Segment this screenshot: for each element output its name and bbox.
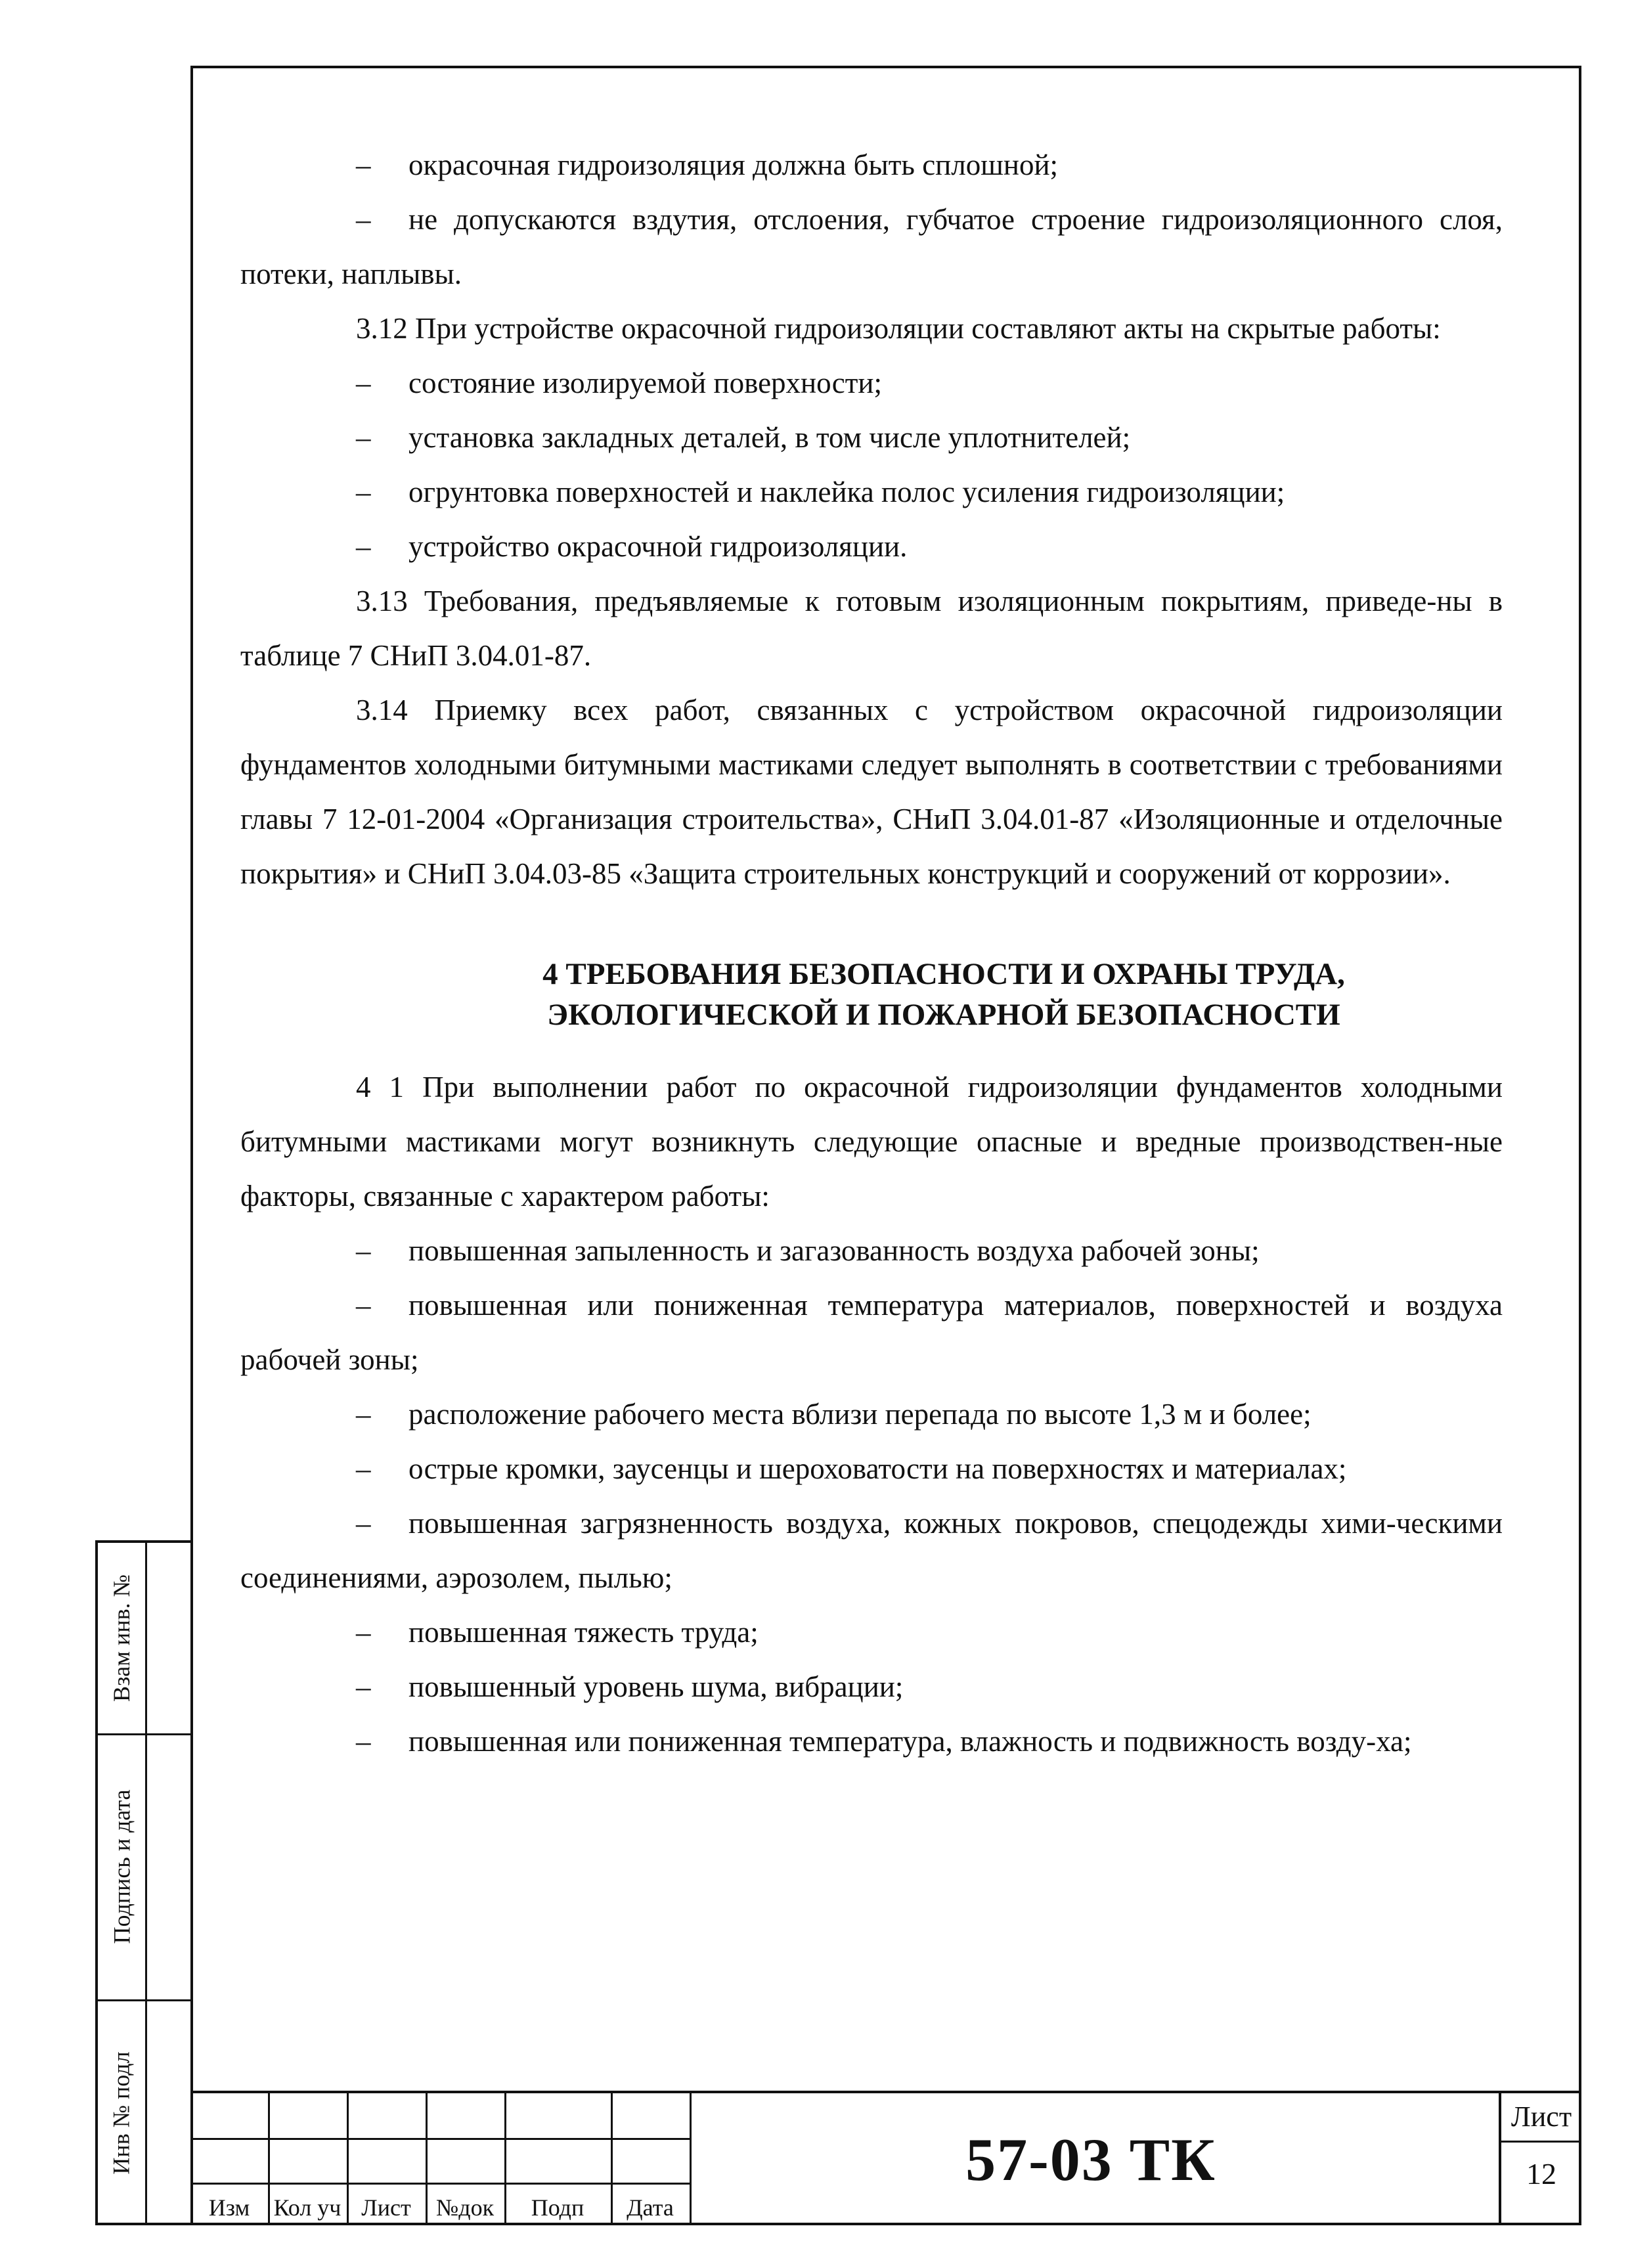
list-item: – устройство окрасочной гидроизоляции. (356, 530, 908, 563)
sheet-label: Лист (1511, 2101, 1572, 2133)
side-stamp (95, 1540, 193, 2225)
list-item: – повышенная загрязненность воздуха, кожных покровов, спецодежды хими-ческими соединениями, аэрозолем, пылью; (240, 1507, 1503, 1594)
sheet-box (1499, 2093, 1581, 2225)
column-label-kol-uch: Кол уч (273, 2194, 342, 2221)
stamp-label-vzam: Взам инв. № (108, 1574, 135, 1702)
list-item: – повышенная тяжесть труда; (356, 1616, 759, 1649)
list-item: – повышенная или пониженная температура, влажность и подвижность возду-ха; (356, 1725, 1412, 1758)
stamp-cell-podpis (98, 1735, 145, 1998)
stamp-cell-inv (98, 2001, 145, 2225)
list-item: – окрасочная гидроизоляция должна быть сплошной; (356, 148, 1059, 181)
table-line (190, 2138, 690, 2140)
paragraph: 3.12 При устройстве окрасочной гидроизоляции составляют акты на скрытые работы: (356, 312, 1441, 345)
sheet-divider (1501, 2141, 1581, 2143)
stamp-cell-vzam (98, 1543, 145, 1733)
list-item: – повышенный уровень шума, вибрации; (356, 1670, 904, 1703)
paragraph: 3.14 Приемку всех работ, связанных с устройством окрасочной гидроизоляции фундаментов холодными битумными мастиками следует выполнять в соответствии с требованиями главы 7 12-01-2004 «Организация строительства», СНиП 3.04.01-87 «Изоляционные и отделочные покрытия» и СНиП 3.04.03-85 «Защита строительных конструкций и сооружений от коррозии». (240, 694, 1503, 890)
sheet-number: 12 (1526, 2157, 1556, 2190)
column-label-list: Лист (361, 2194, 411, 2221)
title-block (190, 2091, 1581, 2225)
document-code: 57-03 ТК (965, 2125, 1216, 2193)
revision-table (190, 2093, 690, 2225)
stamp-label-inv: Инв № подл (108, 2051, 135, 2175)
section-heading (240, 954, 1503, 1035)
list-item: – повышенная запыленность и загазованность воздуха рабочей зоны; (356, 1234, 1260, 1267)
list-item: – установка закладных деталей, в том числе уплотнителей; (356, 421, 1131, 454)
section-heading-line-1: 4 ТРЕБОВАНИЯ БЕЗОПАСНОСТИ И ОХРАНЫ ТРУДА, (542, 957, 1345, 991)
list-item: – расположение рабочего места вблизи перепада по высоте 1,3 м и более; (356, 1398, 1312, 1431)
paragraph: 3.13 Требования, предъявляемые к готовым изоляционным покрытиям, приведе-ны в таблице 7 СНиП 3.04.01-87. (240, 585, 1503, 672)
paragraph: 4 1 При выполнении работ по окрасочной гидроизоляции фундаментов холодными битумными мастиками могут возникнуть следующие опасные и вредные производствен-ные факторы, связанные с характером работы: (240, 1071, 1503, 1212)
column-label-ndok: №док (435, 2194, 495, 2221)
document-body (240, 138, 1503, 1769)
list-item: – огрунтовка поверхностей и наклейка полос усиления гидроизоляции; (356, 476, 1285, 508)
list-item: – острые кромки, заусенцы и шероховатости на поверхностях и материалах; (356, 1452, 1347, 1485)
table-line (190, 2183, 690, 2185)
list-item: – не допускаются вздутия, отслоения, губчатое строение гидроизоляционного слоя, потеки, наплывы. (240, 203, 1503, 290)
list-item: – состояние изолируемой поверхности; (356, 367, 882, 399)
section-heading-line-2: ЭКОЛОГИЧЕСКОЙ И ПОЖАРНОЙ БЕЗОПАСНОСТИ (547, 998, 1340, 1032)
stamp-label-podpis: Подпись и дата (108, 1789, 135, 1944)
list-item: – повышенная или пониженная температура материалов, поверхностей и воздуха рабочей зоны; (240, 1289, 1503, 1376)
column-label-izm: Изм (208, 2194, 250, 2221)
column-label-podp: Подп (531, 2194, 584, 2221)
column-label-data: Дата (627, 2194, 674, 2221)
